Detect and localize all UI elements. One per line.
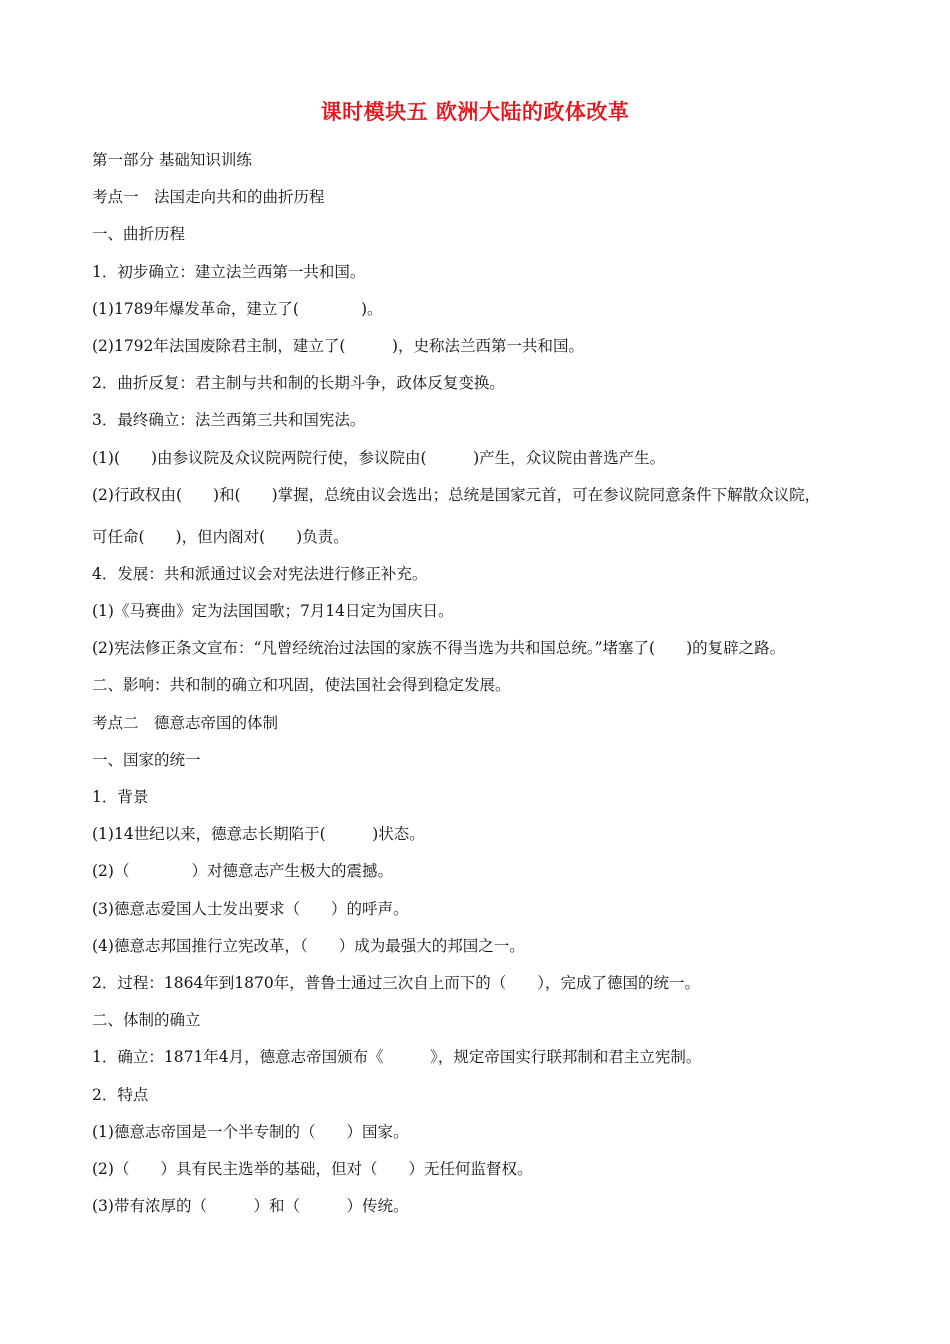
body-line: (3)德意志爱国人士发出要求（ ）的呼声。 <box>92 899 409 918</box>
body-line: (2)宪法修正条文宣布：“凡曾经统治过法国的家族不得当选为共和国总统。”堵塞了( )的复辟之路。 <box>92 639 786 658</box>
body-line: (2)（ ）具有民主选举的基础，但对（ ）无任何监督权。 <box>92 1159 533 1178</box>
subsection-heading: 二、体制的确立 <box>92 1011 201 1030</box>
topic-heading: 考点二 德意志帝国的体制 <box>92 713 279 732</box>
body-line: (1)14世纪以来，德意志长期陷于( )状态。 <box>92 825 425 844</box>
body-line: (2)1792年法国废除君主制，建立了( )，史称法兰西第一共和国。 <box>92 336 584 355</box>
document-title: 课时模块五 欧洲大陆的政体改革 <box>320 99 630 124</box>
body-line: 1．背景 <box>92 788 149 806</box>
body-line: 2．曲折反复：君主制与共和制的长期斗争，政体反复变换。 <box>92 374 505 393</box>
body-line: (1)德意志帝国是一个半专制的（ ）国家。 <box>92 1122 409 1141</box>
body-line: (1)1789年爆发革命，建立了( )。 <box>92 299 383 318</box>
body-line: (1)( )由参议院及众议院两院行使，参议院由( )产生，众议院由普选产生。 <box>92 448 666 467</box>
body-line: 2．过程：1864年到1870年，普鲁士通过三次自上而下的（ ），完成了德国的统一。 <box>92 973 701 992</box>
body-line: (4)德意志邦国推行立宪改革，（ ）成为最强大的邦国之一。 <box>92 936 525 955</box>
document-body <box>92 150 862 1233</box>
body-line: 3．最终确立：法兰西第三共和国宪法。 <box>92 411 366 430</box>
body-line: 4．发展：共和派通过议会对宪法进行修正补充。 <box>92 564 428 583</box>
body-line: 1．初步确立：建立法兰西第一共和国。 <box>92 262 366 281</box>
body-line: (1)《马赛曲》定为法国国歌；7月14日定为国庆日。 <box>92 602 454 621</box>
body-line: 二、影响：共和制的确立和巩固，使法国社会得到稳定发展。 <box>92 676 511 695</box>
body-line: 可任命( )，但内阁对( )负责。 <box>92 527 349 546</box>
topic-heading: 考点一 法国走向共和的曲折历程 <box>92 188 325 207</box>
body-line: 2．特点 <box>92 1085 149 1104</box>
body-line: 1．确立：1871年4月，德意志帝国颁布《 》，规定帝国实行联邦制和君主立宪制。 <box>92 1048 702 1067</box>
subsection-heading: 一、曲折历程 <box>92 225 186 244</box>
body-line: (2)（ ）对德意志产生极大的震撼。 <box>92 862 393 881</box>
body-line: (2)行政权由( )和( )掌握，总统由议会选出；总统是国家元首，可在参议院同意条件下解散众议院， <box>92 485 821 504</box>
subsection-heading: 一、国家的统一 <box>92 750 201 769</box>
section-heading: 第一部分 基础知识训练 <box>92 151 252 169</box>
body-line: (3)带有浓厚的（ ）和（ ）传统。 <box>92 1197 409 1216</box>
